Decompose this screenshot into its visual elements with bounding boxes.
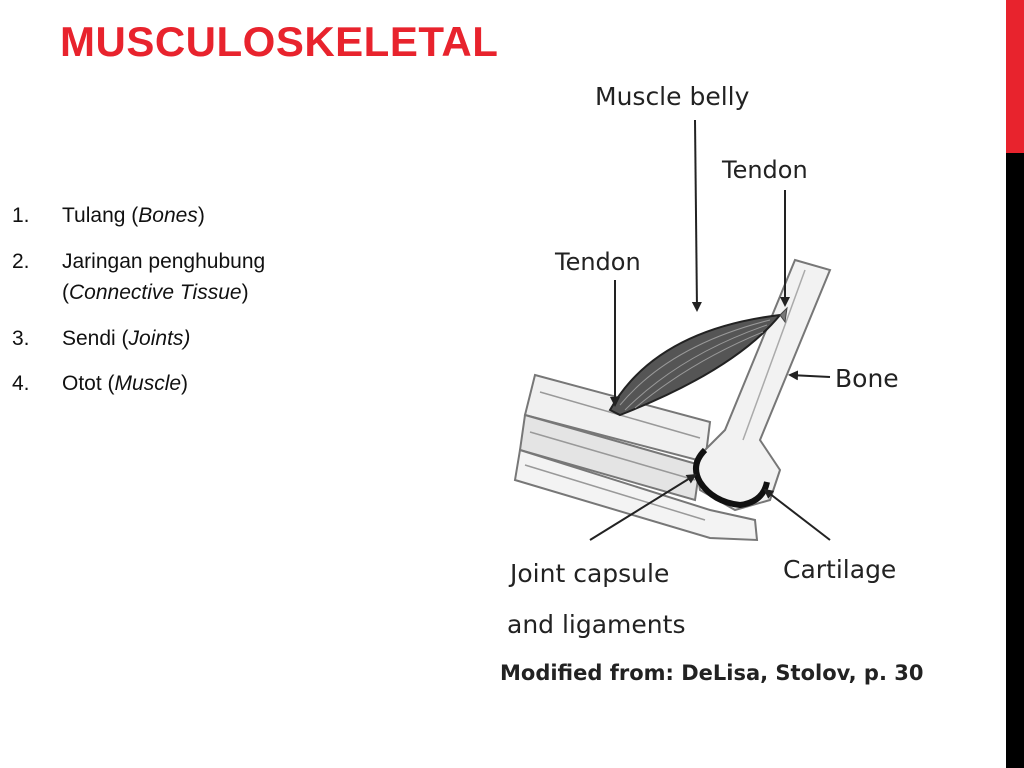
- label-muscle-belly: Muscle belly: [595, 82, 750, 111]
- list-item: [12, 246, 372, 309]
- list-term-english: Bones: [138, 204, 198, 227]
- arrow-muscle-belly: [695, 120, 697, 310]
- label-tendon-right: Tendon: [722, 156, 808, 184]
- list-term: Jaringan penghubung (: [62, 249, 266, 304]
- list-text: [62, 323, 372, 355]
- list-term: Sendi (: [62, 326, 129, 350]
- list-number: 2.: [12, 249, 30, 273]
- humerus-bone: [695, 260, 830, 510]
- list-term: Tulang (: [62, 204, 139, 227]
- diagram-credit: Modified from: DeLisa, Stolov, p. 30: [500, 661, 924, 685]
- list-number: 1.: [12, 204, 30, 227]
- elbow-joint-diagram: [495, 70, 935, 700]
- label-bone: Bone: [835, 364, 899, 393]
- arrow-bone: [790, 375, 830, 377]
- list-text: [62, 200, 372, 232]
- list-term-english: Connective Tissue: [69, 281, 242, 304]
- list-term: Otot (: [62, 372, 115, 395]
- topic-list: [12, 200, 372, 414]
- list-term-english: Joints): [128, 326, 191, 350]
- accent-bar-red: [1006, 0, 1024, 153]
- list-term-close: ): [181, 372, 189, 395]
- accent-bar-black: [1006, 153, 1024, 768]
- list-term-close: ): [197, 204, 205, 227]
- label-tendon-left: Tendon: [555, 248, 641, 276]
- list-text: [62, 368, 372, 400]
- list-term-english: Muscle: [114, 372, 182, 395]
- list-text: [62, 246, 372, 309]
- list-item: [12, 200, 372, 232]
- label-joint-capsule-line2: and ligaments: [507, 610, 686, 639]
- list-item: [12, 323, 372, 355]
- label-cartilage: Cartilage: [783, 555, 897, 584]
- label-joint-capsule-line1: Joint capsule: [510, 559, 670, 588]
- list-number: 3.: [12, 326, 30, 350]
- list-item: [12, 368, 372, 400]
- list-number: 4.: [12, 372, 30, 395]
- list-term-close: ): [241, 281, 249, 304]
- slide-title: MUSCULOSKELETAL: [60, 18, 499, 65]
- arrow-cartilage: [765, 490, 830, 540]
